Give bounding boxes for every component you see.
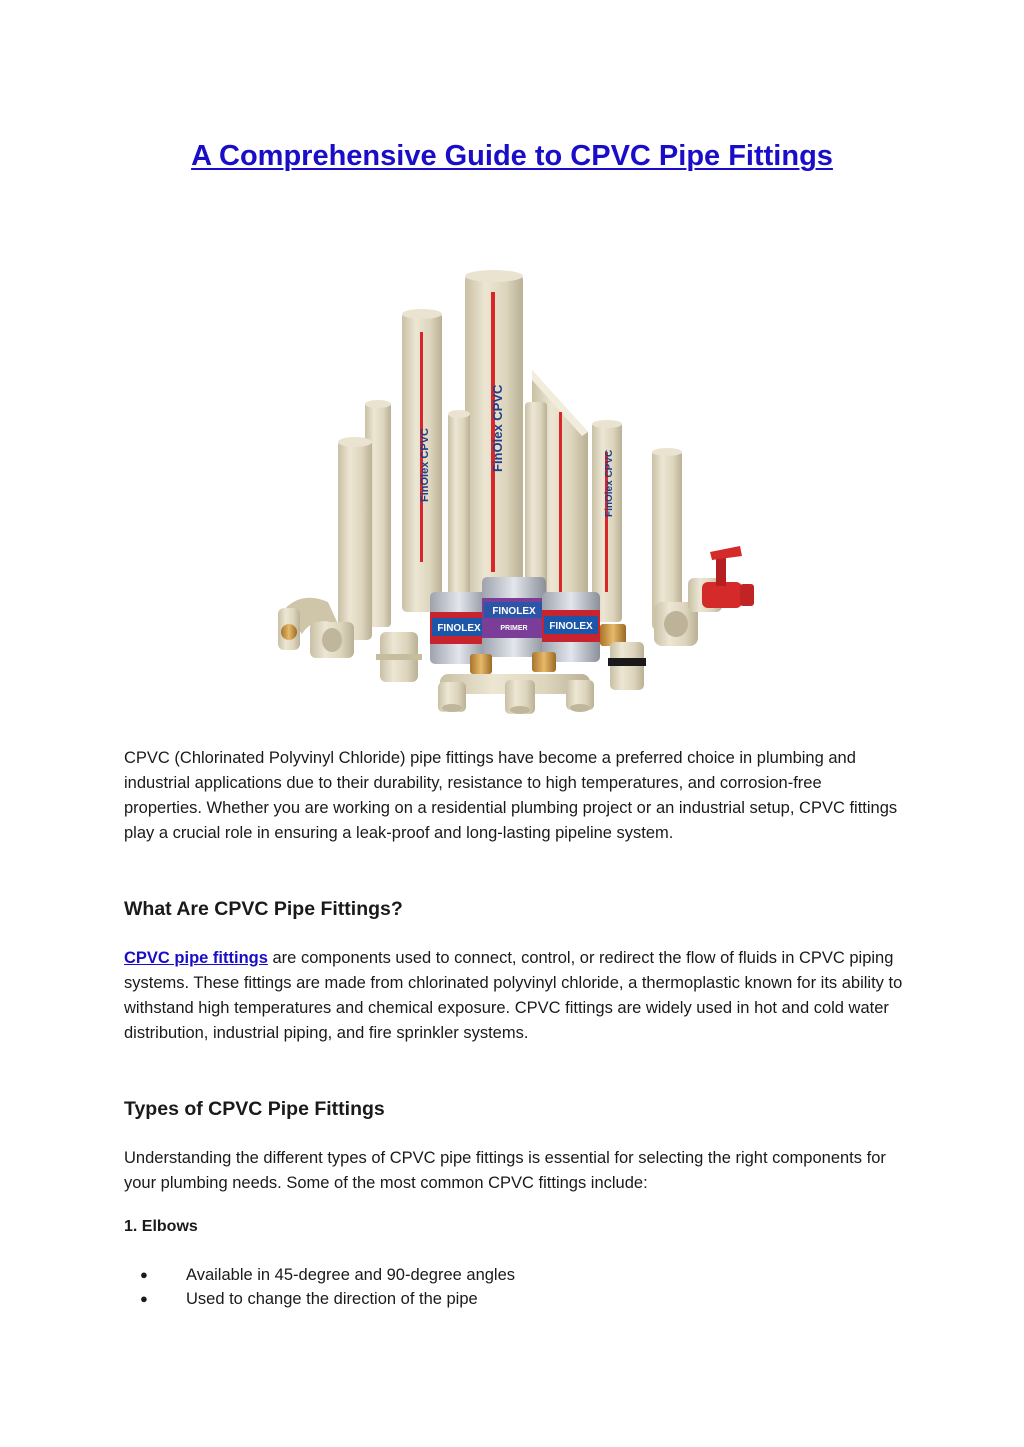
primer-can — [482, 577, 546, 657]
bullet-icon: ● — [140, 1267, 148, 1282]
title-link[interactable]: A Comprehensive Guide to CPVC Pipe Fittings — [191, 140, 833, 172]
subsection-heading: 1. Elbows — [124, 1218, 198, 1235]
pipe-brand-text: FinOlex CPVC — [490, 384, 505, 472]
subsection-elbows — [124, 1218, 904, 1236]
list-item: ● Used to change the direction of the pipe — [124, 1287, 904, 1311]
section-paragraph-text: are components used to connect, control, or redirect the flow of fluids in CPVC piping systems. These fittings are made from chlorinated polyvinyl chloride, a thermoplastic known for its ability to withstand high temperatures and chemical exposure. CPVC fittings are widely used in hot and cold water distribution, industrial piping, and fire sprinkler systems. — [124, 949, 903, 1042]
svg-text:FINOLEX: FINOLEX — [549, 621, 593, 632]
list-item: ● Available in 45-degree and 90-degree angles — [124, 1263, 904, 1287]
section-what-are-body — [124, 946, 904, 1046]
intro-section — [124, 746, 904, 846]
solvent-can-left — [430, 592, 488, 664]
section-types — [124, 1098, 904, 1121]
section-heading: What Are CPVC Pipe Fittings? — [124, 898, 403, 920]
pipe-brand-text: FinOlex CPVC — [419, 428, 431, 502]
section-heading: Types of CPVC Pipe Fittings — [124, 1098, 385, 1120]
elbows-list — [124, 1263, 904, 1311]
page-title — [0, 140, 1024, 173]
svg-text:PRIMER: PRIMER — [500, 625, 528, 632]
svg-text:FINOLEX: FINOLEX — [437, 623, 481, 634]
svg-text:FINOLEX: FINOLEX — [492, 606, 536, 617]
cpvc-pipes-image — [270, 262, 760, 722]
bullet-icon: ● — [140, 1291, 148, 1306]
red-valve — [702, 546, 754, 608]
section-paragraph — [124, 946, 904, 1046]
section-paragraph: Understanding the different types of CPVC pipe fittings is essential for selecting the right components for your plumbing needs. Some of the most common CPVC fittings include: — [124, 1149, 886, 1192]
section-what-are — [124, 898, 904, 921]
cpvc-pipe-fittings-link[interactable]: CPVC pipe fittings — [124, 949, 268, 967]
intro-paragraph: CPVC (Chlorinated Polyvinyl Chloride) pipe fittings have become a preferred choice in plumbing and industrial applications due to their durability, resistance to high temperatures, and corrosion-free properties. Whether you are working on a residential plumbing project or an industrial setup, CPVC fittings play a crucial role in ensuring a leak-proof and long-lasting pipeline system. — [124, 749, 898, 842]
bullet-list — [124, 1263, 904, 1311]
solvent-can-right — [542, 592, 600, 662]
section-types-body — [124, 1146, 904, 1196]
pipe-brand-text: FinOlex CPVC — [604, 449, 615, 517]
